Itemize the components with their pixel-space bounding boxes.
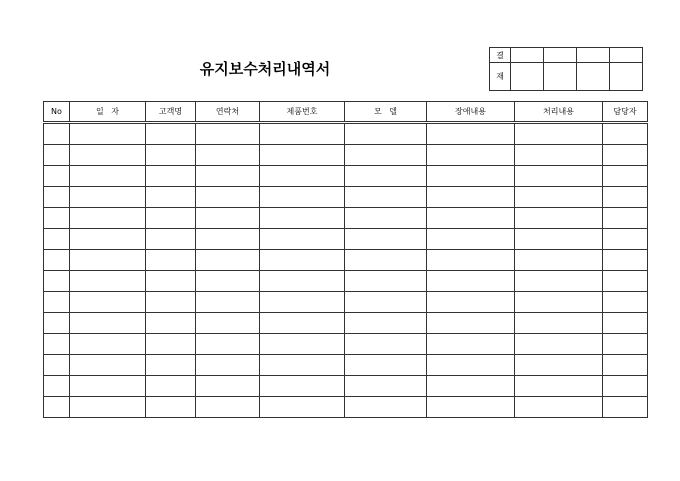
col-model-cell[interactable] bbox=[345, 145, 427, 166]
col-date-header: 일 자 bbox=[70, 102, 146, 123]
col-product-no-cell[interactable] bbox=[260, 123, 345, 145]
col-product-no-cell[interactable] bbox=[260, 397, 345, 418]
col-manager-cell[interactable] bbox=[603, 166, 648, 187]
col-manager-cell[interactable] bbox=[603, 292, 648, 313]
col-contact-cell[interactable] bbox=[196, 166, 260, 187]
col-resolution-cell[interactable] bbox=[515, 397, 603, 418]
col-contact-cell[interactable] bbox=[196, 292, 260, 313]
col-model-cell[interactable] bbox=[345, 355, 427, 376]
col-issue-cell[interactable] bbox=[427, 376, 515, 397]
table-row bbox=[44, 208, 648, 229]
col-no-cell[interactable] bbox=[44, 123, 70, 145]
col-resolution-cell[interactable] bbox=[515, 145, 603, 166]
col-no-cell[interactable] bbox=[44, 313, 70, 334]
col-customer-cell[interactable] bbox=[146, 376, 196, 397]
col-manager-cell[interactable] bbox=[603, 145, 648, 166]
col-resolution-cell[interactable] bbox=[515, 376, 603, 397]
col-product-no-cell[interactable] bbox=[260, 355, 345, 376]
col-resolution-cell[interactable] bbox=[515, 250, 603, 271]
table-row bbox=[44, 145, 648, 166]
approval-signature-cell[interactable] bbox=[511, 63, 544, 91]
col-issue-header: 장애내용 bbox=[427, 102, 515, 123]
col-no-cell[interactable] bbox=[44, 355, 70, 376]
col-contact-cell[interactable] bbox=[196, 208, 260, 229]
approval-cell[interactable] bbox=[610, 48, 643, 63]
col-product-no-cell[interactable] bbox=[260, 292, 345, 313]
col-issue-cell[interactable] bbox=[427, 355, 515, 376]
table-row bbox=[44, 355, 648, 376]
table-header-row bbox=[44, 102, 648, 123]
col-manager-cell[interactable] bbox=[603, 187, 648, 208]
col-model-cell[interactable] bbox=[345, 208, 427, 229]
col-customer-cell[interactable] bbox=[146, 187, 196, 208]
col-contact-cell[interactable] bbox=[196, 187, 260, 208]
col-model-cell[interactable] bbox=[345, 187, 427, 208]
col-customer-cell[interactable] bbox=[146, 208, 196, 229]
col-resolution-cell[interactable] bbox=[515, 334, 603, 355]
table-row bbox=[44, 376, 648, 397]
col-product-no-cell[interactable] bbox=[260, 229, 345, 250]
col-no-header: No bbox=[44, 102, 70, 123]
col-product-no-cell[interactable] bbox=[260, 250, 345, 271]
col-model-cell[interactable] bbox=[345, 166, 427, 187]
col-manager-cell[interactable] bbox=[603, 313, 648, 334]
col-date-cell[interactable] bbox=[70, 145, 146, 166]
col-resolution-header: 처리내용 bbox=[515, 102, 603, 123]
col-no-cell[interactable] bbox=[44, 145, 70, 166]
approval-cell[interactable] bbox=[544, 48, 577, 63]
col-date-cell[interactable] bbox=[70, 355, 146, 376]
col-issue-cell[interactable] bbox=[427, 145, 515, 166]
col-issue-cell[interactable] bbox=[427, 208, 515, 229]
approval-box bbox=[489, 47, 643, 91]
col-contact-cell[interactable] bbox=[196, 229, 260, 250]
col-resolution-cell[interactable] bbox=[515, 292, 603, 313]
col-no-cell[interactable] bbox=[44, 229, 70, 250]
col-date-cell[interactable] bbox=[70, 229, 146, 250]
col-no-cell[interactable] bbox=[44, 292, 70, 313]
col-issue-cell[interactable] bbox=[427, 250, 515, 271]
approval-signature-cell[interactable] bbox=[577, 63, 610, 91]
approval-signature-cell[interactable] bbox=[610, 63, 643, 91]
col-issue-cell[interactable] bbox=[427, 271, 515, 292]
col-model-cell[interactable] bbox=[345, 123, 427, 145]
col-resolution-cell[interactable] bbox=[515, 313, 603, 334]
col-manager-header: 담당자 bbox=[603, 102, 648, 123]
col-date-cell[interactable] bbox=[70, 166, 146, 187]
col-no-cell[interactable] bbox=[44, 397, 70, 418]
col-product-no-cell[interactable] bbox=[260, 376, 345, 397]
table-row bbox=[44, 334, 648, 355]
col-model-cell[interactable] bbox=[345, 250, 427, 271]
col-product-no-cell[interactable] bbox=[260, 166, 345, 187]
col-manager-cell[interactable] bbox=[603, 376, 648, 397]
col-contact-cell[interactable] bbox=[196, 250, 260, 271]
approval-label-bottom: 재 bbox=[490, 63, 511, 91]
col-contact-cell[interactable] bbox=[196, 355, 260, 376]
col-product-no-header: 제품번호 bbox=[260, 102, 345, 123]
col-manager-cell[interactable] bbox=[603, 250, 648, 271]
maintenance-table bbox=[43, 101, 648, 418]
col-customer-cell[interactable] bbox=[146, 292, 196, 313]
col-product-no-cell[interactable] bbox=[260, 334, 345, 355]
col-no-cell[interactable] bbox=[44, 166, 70, 187]
col-customer-cell[interactable] bbox=[146, 271, 196, 292]
col-no-cell[interactable] bbox=[44, 187, 70, 208]
table-row bbox=[44, 313, 648, 334]
col-contact-cell[interactable] bbox=[196, 334, 260, 355]
col-no-cell[interactable] bbox=[44, 376, 70, 397]
col-resolution-cell[interactable] bbox=[515, 123, 603, 145]
col-model-cell[interactable] bbox=[345, 271, 427, 292]
col-contact-cell[interactable] bbox=[196, 271, 260, 292]
col-issue-cell[interactable] bbox=[427, 292, 515, 313]
table-body bbox=[44, 123, 648, 418]
col-contact-cell[interactable] bbox=[196, 123, 260, 145]
col-product-no-cell[interactable] bbox=[260, 271, 345, 292]
approval-signature-cell[interactable] bbox=[544, 63, 577, 91]
col-model-cell[interactable] bbox=[345, 334, 427, 355]
col-date-cell[interactable] bbox=[70, 208, 146, 229]
col-date-cell[interactable] bbox=[70, 292, 146, 313]
approval-cell[interactable] bbox=[511, 48, 544, 63]
col-model-cell[interactable] bbox=[345, 292, 427, 313]
table-row bbox=[44, 123, 648, 145]
col-date-cell[interactable] bbox=[70, 123, 146, 145]
col-customer-cell[interactable] bbox=[146, 334, 196, 355]
col-date-cell[interactable] bbox=[70, 250, 146, 271]
col-customer-cell[interactable] bbox=[146, 355, 196, 376]
col-manager-cell[interactable] bbox=[603, 355, 648, 376]
col-manager-cell[interactable] bbox=[603, 208, 648, 229]
col-resolution-cell[interactable] bbox=[515, 187, 603, 208]
col-no-cell[interactable] bbox=[44, 208, 70, 229]
col-issue-cell[interactable] bbox=[427, 334, 515, 355]
col-manager-cell[interactable] bbox=[603, 229, 648, 250]
col-date-cell[interactable] bbox=[70, 397, 146, 418]
approval-cell[interactable] bbox=[577, 48, 610, 63]
col-date-cell[interactable] bbox=[70, 187, 146, 208]
col-model-header: 모 델 bbox=[345, 102, 427, 123]
col-issue-cell[interactable] bbox=[427, 313, 515, 334]
col-issue-cell[interactable] bbox=[427, 123, 515, 145]
col-resolution-cell[interactable] bbox=[515, 166, 603, 187]
col-product-no-cell[interactable] bbox=[260, 187, 345, 208]
col-date-cell[interactable] bbox=[70, 271, 146, 292]
col-customer-cell[interactable] bbox=[146, 397, 196, 418]
col-model-cell[interactable] bbox=[345, 397, 427, 418]
table-row bbox=[44, 166, 648, 187]
col-resolution-cell[interactable] bbox=[515, 229, 603, 250]
table-row bbox=[44, 292, 648, 313]
col-date-cell[interactable] bbox=[70, 376, 146, 397]
col-issue-cell[interactable] bbox=[427, 229, 515, 250]
col-contact-cell[interactable] bbox=[196, 376, 260, 397]
col-manager-cell[interactable] bbox=[603, 271, 648, 292]
col-customer-cell[interactable] bbox=[146, 123, 196, 145]
document-title: 유지보수처리내역서 bbox=[199, 60, 331, 78]
col-customer-cell[interactable] bbox=[146, 250, 196, 271]
col-no-cell[interactable] bbox=[44, 271, 70, 292]
col-manager-cell[interactable] bbox=[603, 123, 648, 145]
col-contact-cell[interactable] bbox=[196, 145, 260, 166]
col-customer-cell[interactable] bbox=[146, 145, 196, 166]
approval-label-top: 결 bbox=[490, 48, 511, 63]
col-issue-cell[interactable] bbox=[427, 166, 515, 187]
col-model-cell[interactable] bbox=[345, 313, 427, 334]
col-issue-cell[interactable] bbox=[427, 397, 515, 418]
col-no-cell[interactable] bbox=[44, 334, 70, 355]
col-customer-cell[interactable] bbox=[146, 166, 196, 187]
col-model-cell[interactable] bbox=[345, 229, 427, 250]
col-issue-cell[interactable] bbox=[427, 187, 515, 208]
col-resolution-cell[interactable] bbox=[515, 355, 603, 376]
table-row bbox=[44, 250, 648, 271]
col-customer-header: 고객명 bbox=[146, 102, 196, 123]
table-row bbox=[44, 229, 648, 250]
col-customer-cell[interactable] bbox=[146, 313, 196, 334]
col-no-cell[interactable] bbox=[44, 250, 70, 271]
col-contact-cell[interactable] bbox=[196, 397, 260, 418]
col-product-no-cell[interactable] bbox=[260, 313, 345, 334]
col-customer-cell[interactable] bbox=[146, 229, 196, 250]
table-row bbox=[44, 271, 648, 292]
table-row bbox=[44, 187, 648, 208]
col-manager-cell[interactable] bbox=[603, 397, 648, 418]
col-date-cell[interactable] bbox=[70, 334, 146, 355]
col-resolution-cell[interactable] bbox=[515, 271, 603, 292]
col-contact-header: 연락처 bbox=[196, 102, 260, 123]
col-resolution-cell[interactable] bbox=[515, 208, 603, 229]
table-row bbox=[44, 397, 648, 418]
col-product-no-cell[interactable] bbox=[260, 145, 345, 166]
col-model-cell[interactable] bbox=[345, 376, 427, 397]
col-date-cell[interactable] bbox=[70, 313, 146, 334]
col-manager-cell[interactable] bbox=[603, 334, 648, 355]
col-product-no-cell[interactable] bbox=[260, 208, 345, 229]
col-contact-cell[interactable] bbox=[196, 313, 260, 334]
